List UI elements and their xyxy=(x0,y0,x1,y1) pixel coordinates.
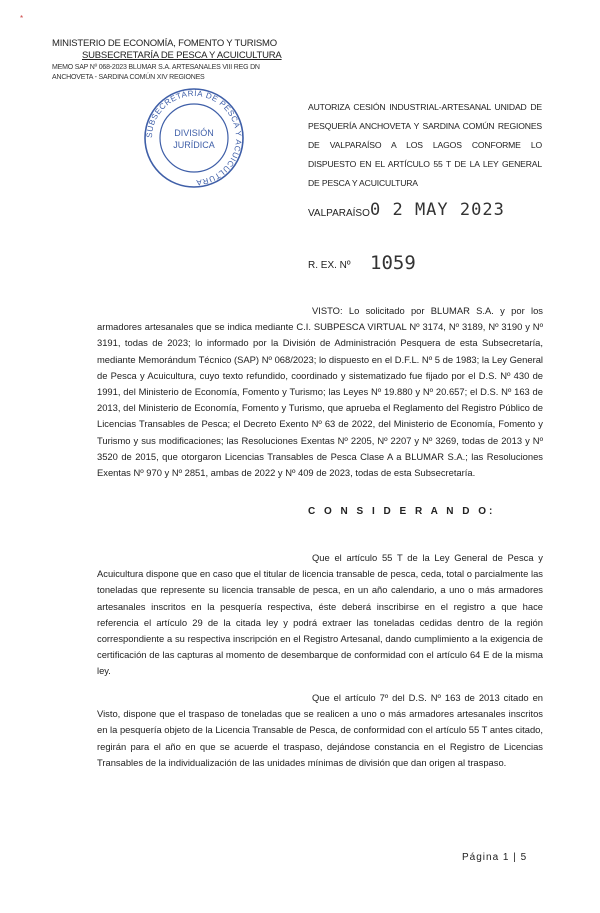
considerando-paragraph-2: Que el artículo 7º del D.S. Nº 163 de 2013 citado en Visto, dispone que el traspaso de toneladas que se realicen a uno o más armadores artesanales inscritos en la pesquería objeto de la Licencia Transable de Pesca, de conformidad con el artículo 55 T antes citado, regirán para el año en que se acuerde el traspaso, dejándose constancia en el Registro de Licencias Transables de la individualización de las unidades mínimas de división que dan origen al traspaso. xyxy=(97,692,543,768)
visto-paragraph: VISTO: Lo solicitado por BLUMAR S.A. y por los armadores artesanales que se indica mediante C.I. SUBPESCA VIRTUAL Nº 3174, Nº 3189, Nº 3190 y Nº 3191, todas de 2023; lo informado por la División de Administración Pesquera de esta Subsecretaría, mediante Memorándum Técnico (SAP) Nº 068/2023; lo dispuesto en el D.F.L. Nº 5 de 1983; la Ley General de Pesca y Acuicultura, cuyo texto refundido, coordinado y sistematizado fue fijado por el D.S. Nº 430 de 1991, del Ministerio de Economía, Fomento y Turismo; las Leyes Nº 19.880 y Nº 20.657; el D.S. Nº 163 de 2013, del Ministerio de Economía, Fomento y Turismo, que aprueba el Reglamento del Registro Público de Licencias Transables de Pesca; el Decreto Exento Nº 63 de 2022, del Ministerio de Economía, Fomento y Turismo y sus modificaciones; las Resoluciones Exentas Nº 2205, Nº 2207 y Nº 3269, todas de 2013 y Nº 3520 de 2015, que otorgaron Licencias Transables de Pesca Clase A a BLUMAR S.A.; las Resoluciones Exentas Nº 970 y Nº 2851, ambas de 2022 y Nº 409 de 2023, todas de esta Subsecretaría. xyxy=(97,305,543,479)
letterhead xyxy=(52,38,292,82)
ministry-name: MINISTERIO DE ECONOMÍA, FOMENTO Y TURISMO xyxy=(52,38,277,49)
considerando-paragraph-1: Que el artículo 55 T de la Ley General de Pesca y Acuicultura dispone que en caso que el titular de licencia transable de pesca, ceda, total o parcialmente las toneladas que represente su licencia transable de pesca, en un año calendario, a uno o más armadores artesanales inscritos en la pesquería respectiva, éste deberá inscribirse en el registro a que hace referencia el artículo 29 de la citada ley y podrá extraer las toneladas cedidas dentro de la región correspondiente a su respectiva inscripción en el Registro Artesanal, dando cumplimiento a la exigencia de certificación de las capturas al momento de desembarque de conformidad con el artículo 64 E de la misma ley. xyxy=(97,552,543,677)
rex-number: 1059 xyxy=(370,252,416,274)
memo-line-1: MEMO SAP Nº 068-2023 BLUMAR S.A. ARTESANALES VIII REG DN xyxy=(52,64,260,71)
division-juridica-stamp xyxy=(142,86,246,190)
subsecretaria-name: SUBSECRETARÍA DE PESCA Y ACUICULTURA xyxy=(82,50,282,61)
rex-label: R. EX. Nº xyxy=(308,260,351,271)
stamp-line-2: JURÍDICA xyxy=(173,140,215,150)
considerando-heading: C O N S I D E R A N D O: xyxy=(308,506,496,517)
memo-line-2: ANCHOVETA - SARDINA COMÚN XIV REGIONES xyxy=(52,74,205,81)
page-number: Página 1 | 5 xyxy=(462,852,528,863)
stamp-ring-text: SUBSECRETARÍA DE PESCA Y ACUICULTURA xyxy=(144,88,244,188)
date-stamp: 0 2 MAY 2023 xyxy=(370,200,505,220)
resolution-title: AUTORIZA CESIÓN INDUSTRIAL-ARTESANAL UNIDAD DE PESQUERÍA ANCHOVETA Y SARDINA COMÚN REGIONES DE VALPARAÍSO A LOS LAGOS CONFORME LO DISPUESTO EN EL ARTÍCULO 55 T DE LA LEY GENERAL DE PESCA Y ACUICULTURA xyxy=(308,102,542,188)
stamp-line-1: DIVISIÓN xyxy=(174,128,214,138)
place: VALPARAÍSO xyxy=(308,208,370,219)
corner-mark: * xyxy=(20,14,24,23)
